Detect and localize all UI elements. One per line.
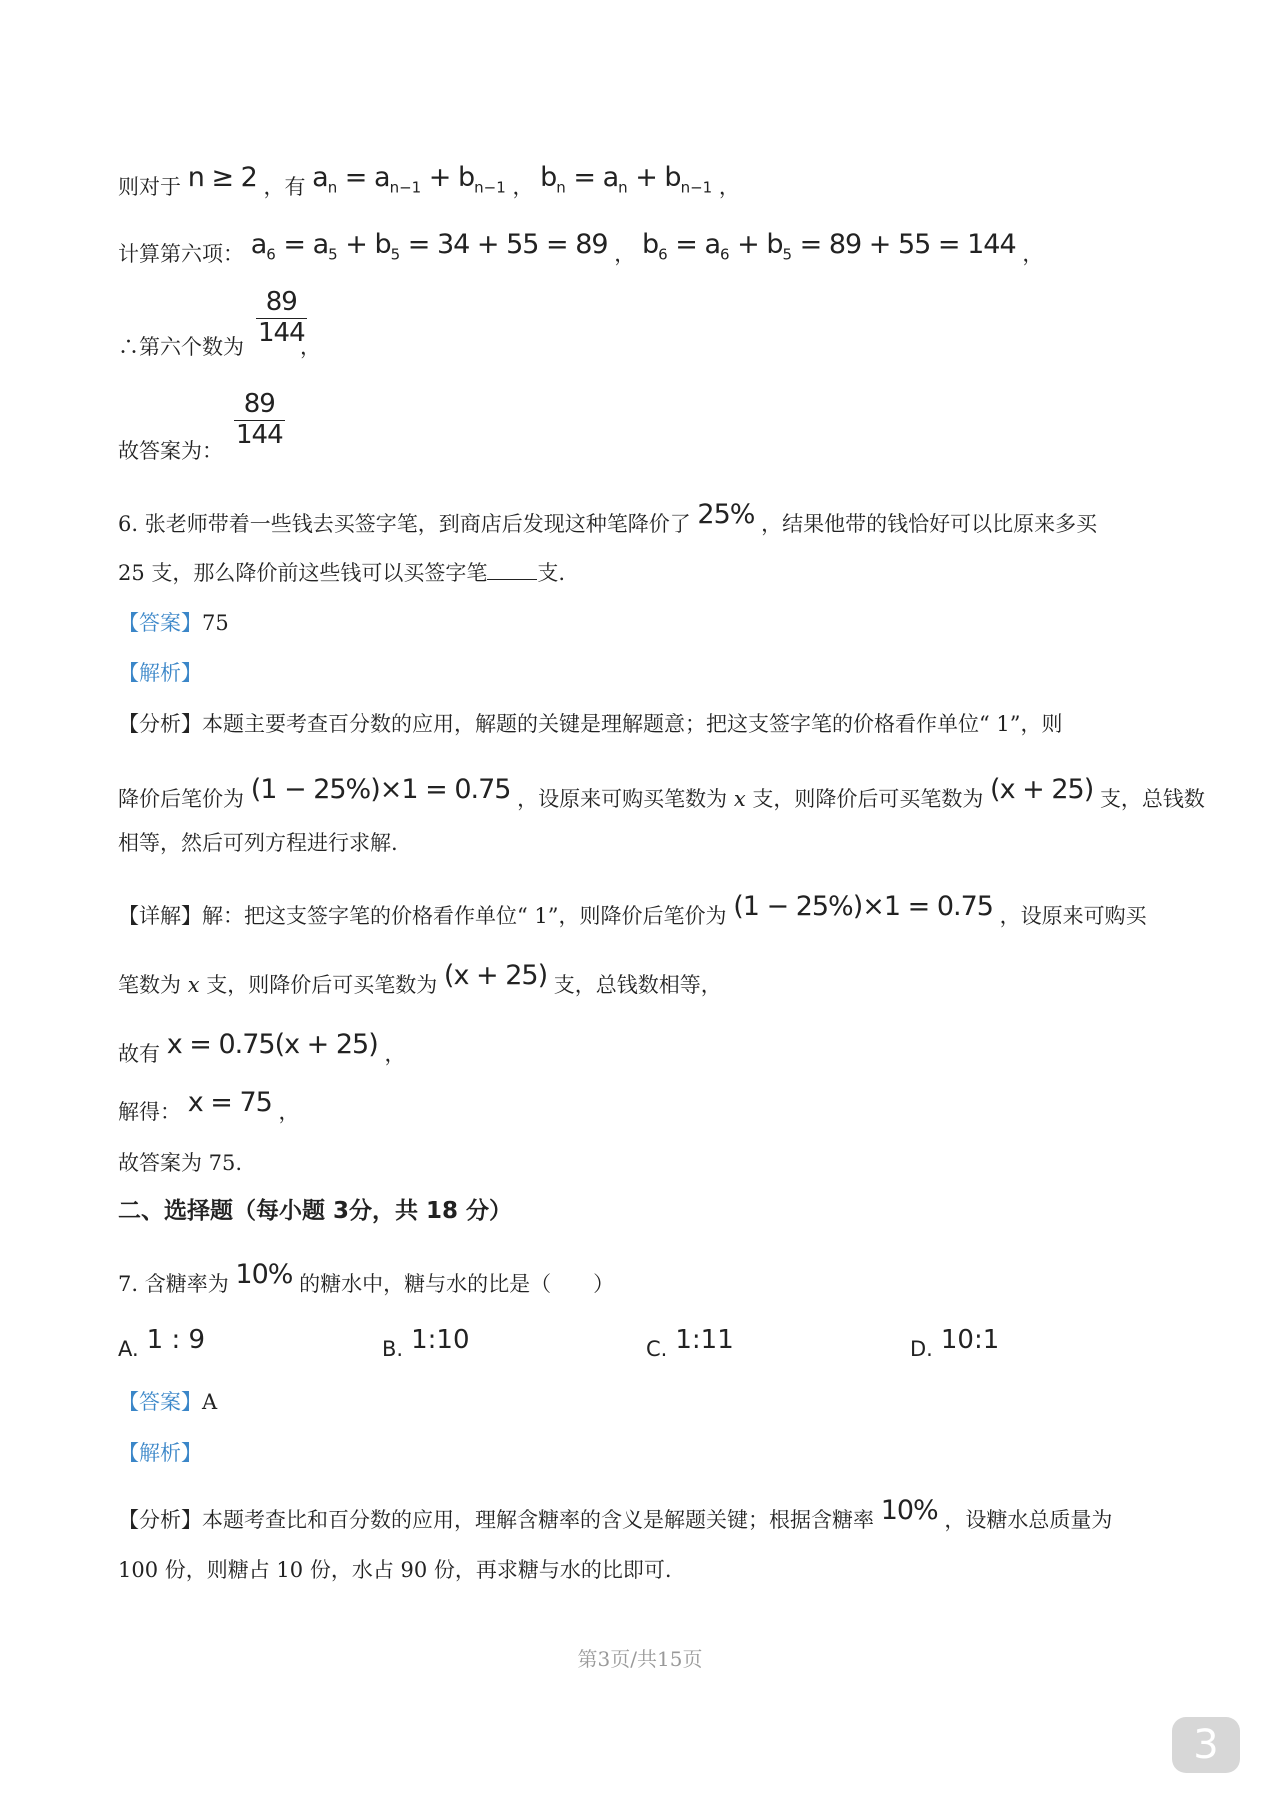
text: 【分析】本题考查比和百分数的应用，理解含糖率的含义是解题关键；根据含糖率	[118, 1508, 874, 1532]
text: ，	[614, 242, 636, 266]
math-an-formula: $a_n = a_{n-1} + b_{n-1}$	[312, 162, 506, 197]
question-7	[118, 1259, 615, 1300]
answer-value: 75	[202, 611, 229, 635]
option-value: 10:1	[940, 1325, 1000, 1355]
text: 6. 张老师带着一些钱去买签字笔，到商店后发现这种笔降价了	[118, 512, 691, 536]
math-a6: $a_6 = a_5 + b_5 = 34 + 55 = 89$	[250, 229, 608, 264]
comma	[300, 334, 321, 361]
sixth-term-line	[118, 229, 1044, 273]
math-price-after: (1 − 25%)×1 = 0.75	[250, 774, 511, 805]
text: 解得：	[118, 1100, 181, 1124]
answer-tag: 【答案】	[118, 611, 202, 635]
text: 7. 含糖率为	[118, 1272, 229, 1296]
answer-tag: 【答案】	[118, 1390, 202, 1414]
denominator: 144	[236, 419, 283, 450]
text: 降价后笔价为	[118, 787, 244, 811]
math-x-plus-25: (x + 25)	[443, 960, 548, 991]
text: 支，则降价后可买笔数为	[206, 973, 438, 997]
math-n-geq-2: n ≥ 2	[187, 162, 257, 193]
text: 100 份，则糖占 10 份，水占 90 份，再求糖与水的比即可.	[118, 1558, 672, 1582]
option-label: D.	[910, 1337, 933, 1361]
text: ，	[718, 175, 740, 199]
numerator: 89	[234, 390, 285, 421]
analysis-tag: 【解析】	[118, 661, 202, 685]
fraction-89-144-answer	[234, 390, 285, 451]
text: ，设原来可购买	[999, 904, 1147, 928]
text: 笔数为	[118, 973, 181, 997]
denominator: 144	[258, 317, 305, 348]
option-value: 1 : 9	[146, 1325, 206, 1355]
text: ，	[278, 1100, 300, 1124]
text: 支，总钱数	[1099, 787, 1205, 811]
option-d[interactable]	[910, 1325, 1000, 1363]
text: ，	[300, 335, 321, 359]
page-footer	[0, 1643, 1280, 1672]
recurrence-line	[118, 162, 740, 206]
text: ，	[384, 1042, 406, 1066]
math-equation: x = 0.75(x + 25)	[166, 1029, 378, 1060]
question-6-line-1	[118, 499, 1098, 540]
page-number: 3	[1193, 1722, 1219, 1768]
option-value: 1:11	[675, 1325, 734, 1355]
analysis-7-tag	[118, 1440, 202, 1467]
math-x-plus-25: (x + 25)	[990, 774, 1094, 805]
fenxi-6-line-1	[118, 711, 1063, 738]
detail-6-line-2	[118, 960, 722, 1001]
text: 支，则降价后可买笔数为	[752, 787, 984, 811]
text: 支.	[537, 561, 566, 585]
answer-blank	[487, 561, 537, 580]
text: ，设原来可购买笔数为	[517, 787, 728, 811]
text: ，设糖水总质量为	[944, 1508, 1113, 1532]
var-x: x	[187, 973, 200, 997]
math-b6: $b_6 = a_6 + b_5 = 89 + 55 = 144$	[641, 229, 1016, 264]
text: ，结果他带的钱恰好可以比原来多买	[761, 512, 1098, 536]
text: 相等，然后可列方程进行求解.	[118, 831, 398, 855]
detail-6-line-5	[118, 1150, 242, 1177]
math-10-percent: 10%	[880, 1495, 938, 1526]
math-10-percent: 10%	[235, 1259, 293, 1290]
math-bn-formula: $b_n = a_n + b_{n-1}$	[540, 162, 713, 197]
text: 的糖水中，糖与水的比是（ ）	[299, 1272, 615, 1296]
answer-line-5	[118, 438, 223, 465]
option-value: 1:10	[411, 1325, 470, 1355]
text: 25 支，那么降价前这些钱可以买签字笔	[118, 561, 488, 585]
option-a[interactable]	[118, 1325, 206, 1363]
text: 【分析】本题主要考查百分数的应用，解题的关键是理解题意；把这支签字笔的价格看作单位“ 1”，则	[118, 712, 1063, 736]
text: 则对于	[118, 175, 181, 199]
question-6-line-2	[118, 560, 565, 587]
detail-6-line-3	[118, 1029, 406, 1070]
math-25-percent: 25%	[697, 499, 755, 530]
answer-6	[118, 610, 229, 637]
text: 计算第六项：	[118, 242, 244, 266]
math-solution: x = 75	[187, 1087, 272, 1118]
math-price-after: (1 − 25%)×1 = 0.75	[733, 891, 993, 922]
heading-text: 二、选择题（每小题 3分，共 18 分）	[118, 1198, 513, 1224]
fenxi-6-line-3	[118, 830, 398, 857]
option-label: B.	[382, 1337, 404, 1361]
text: ，有	[263, 175, 306, 199]
fenxi-7-line-2	[118, 1557, 672, 1584]
text: ∴第六个数为	[118, 335, 244, 359]
option-b[interactable]	[382, 1325, 470, 1363]
text: 故答案为：	[118, 439, 223, 463]
detail-6-line-4	[118, 1087, 300, 1128]
option-c[interactable]	[646, 1325, 734, 1363]
text: ，	[1022, 242, 1044, 266]
text: 支，总钱数相等，	[553, 973, 722, 997]
answer-value: A	[202, 1390, 218, 1414]
sixth-number-line	[118, 334, 244, 361]
text: ，	[512, 175, 534, 199]
text: 故有	[118, 1042, 160, 1066]
var-x: x	[733, 787, 746, 811]
option-label: A.	[118, 1337, 139, 1361]
answer-7	[118, 1389, 217, 1416]
section-2-heading	[118, 1197, 512, 1227]
page-number-badge[interactable]	[1172, 1717, 1240, 1773]
analysis-6-tag	[118, 660, 202, 687]
fenxi-6-line-2	[118, 774, 1205, 815]
option-label: C.	[646, 1337, 668, 1361]
analysis-tag: 【解析】	[118, 1441, 202, 1465]
text: 【详解】解：把这支签字笔的价格看作单位“ 1”，则降价后笔价为	[118, 904, 727, 928]
detail-6-line-1	[118, 891, 1147, 932]
numerator: 89	[256, 288, 307, 319]
fenxi-7-line-1	[118, 1495, 1113, 1536]
text: 故答案为 75.	[118, 1151, 243, 1175]
footer-text: 第3页/共15页	[577, 1647, 703, 1671]
